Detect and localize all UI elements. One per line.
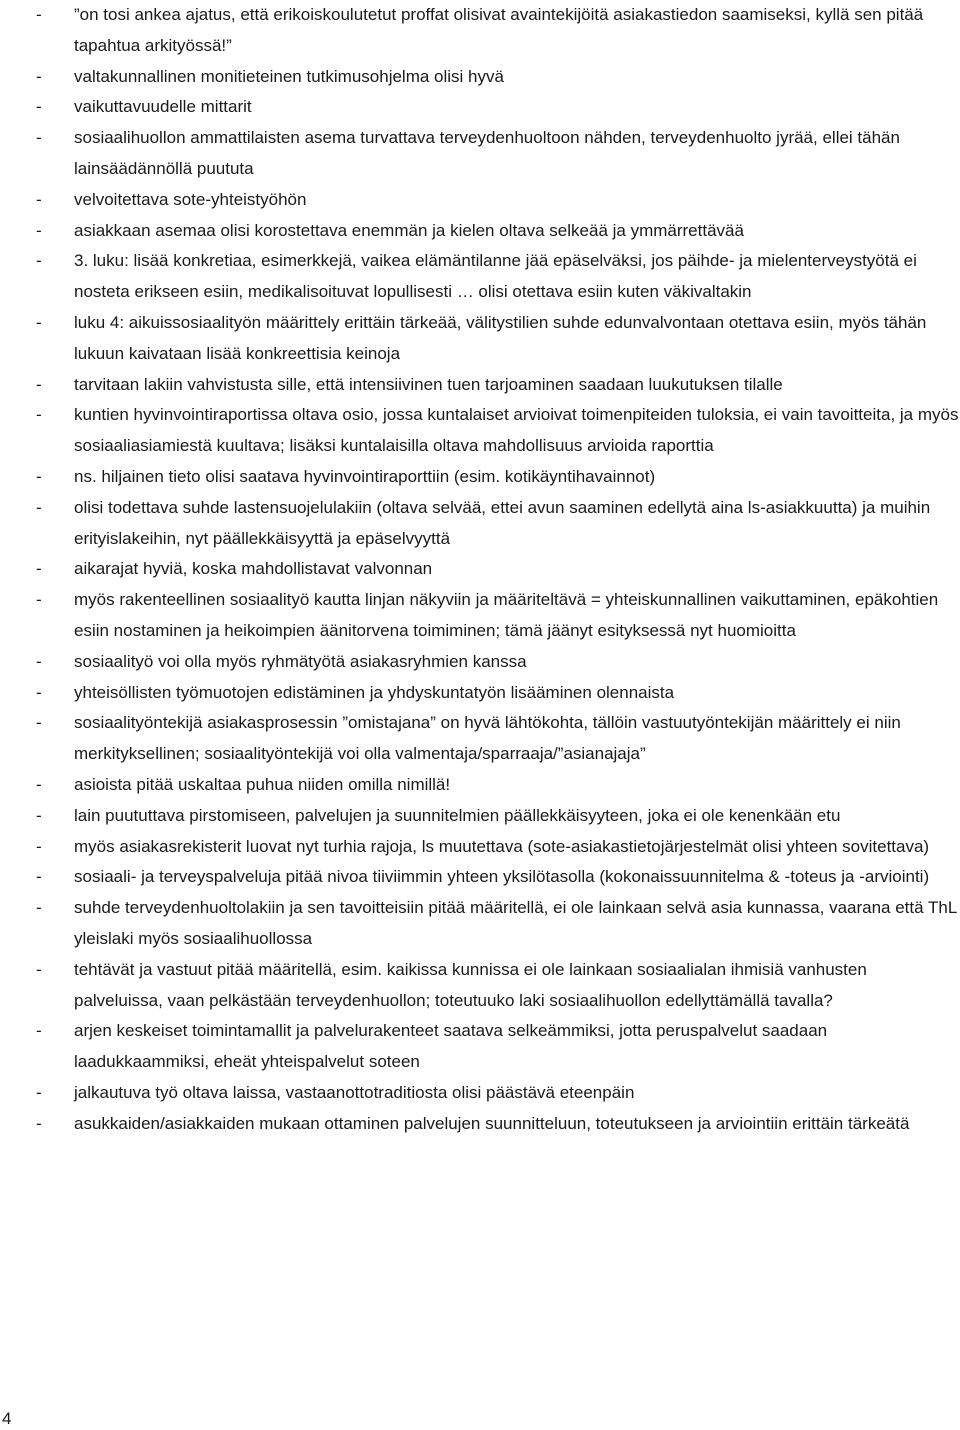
list-item (36, 308, 960, 370)
list-item (36, 862, 960, 893)
list-item (36, 493, 960, 555)
list-item (36, 678, 960, 709)
list-item (36, 62, 960, 93)
list-item (36, 400, 960, 462)
list-dash: - (36, 590, 42, 610)
list-dash: - (36, 559, 42, 579)
list-item (36, 554, 960, 585)
list-dash: - (36, 1113, 42, 1133)
list-item (36, 185, 960, 216)
list-dash: - (36, 836, 42, 856)
list-dash: - (36, 867, 42, 887)
list-item-text: kuntien hyvinvointiraportissa oltava osio, jossa kuntalaiset arvioivat toimenpiteiden tuloksia, ei vain tavoitteita, ja myös sosiaaliasiamiestä kuultava; lisäksi kuntalaisilla oltava mahdollisuus arvioida raporttia (74, 405, 959, 456)
list-item (36, 708, 960, 770)
list-item-text: lain puututtava pirstomiseen, palvelujen ja suunnitelmien päällekkäisyyteen, joka ei ole kenenkään etu (74, 805, 841, 825)
list-dash: - (36, 312, 42, 332)
list-item (36, 123, 960, 185)
list-dash: - (36, 1021, 42, 1041)
list-dash: - (36, 189, 42, 209)
list-item-text: luku 4: aikuissosiaalityön määrittely erittäin tärkeää, välitystilien suhde edunvalvontaan otettava esiin, myös tähän lukuun kaivataan lisää konkreettisia keinoja (74, 312, 927, 363)
comment-list (36, 0, 960, 1139)
list-item-text: aikarajat hyviä, koska mahdollistavat valvonnan (74, 559, 433, 579)
list-dash: - (36, 651, 42, 671)
list-item-text: asioista pitää uskaltaa puhua niiden omilla nimillä! (74, 774, 451, 794)
list-item (36, 370, 960, 401)
list-item (36, 647, 960, 678)
list-item-text: velvoitettava sote-yhteistyöhön (74, 189, 307, 209)
list-item-text: olisi todettava suhde lastensuojelulakiin (oltava selvää, ettei avun saaminen edellytä aina ls-asiakkuutta) ja muihin erityislakeihin, nyt päällekkäisyyttä ja epäselvyyttä (74, 497, 931, 548)
list-item-text: sosiaali- ja terveyspalveluja pitää nivoa tiiviimmin yhteen yksilötasolla (kokonaissuunnitelma & -toteus ja -arviointi) (74, 867, 930, 887)
list-item (36, 462, 960, 493)
list-dash: - (36, 220, 42, 240)
list-dash: - (36, 66, 42, 86)
list-dash: - (36, 466, 42, 486)
list-item (36, 246, 960, 308)
list-item-text: sosiaalityöntekijä asiakasprosessin ”omistajana” on hyvä lähtökohta, tällöin vastuutyöntekijän määrittely ei niin merkityksellinen; sosiaalityöntekijä voi olla valmentaja/sparraaja/”asianajaja” (74, 713, 901, 764)
list-item-text: myös rakenteellinen sosiaalityö kautta linjan näkyviin ja määriteltävä = yhteiskunnallinen vaikuttaminen, epäkohtien esiin nostaminen ja heikoimpien äänitorvena toimiminen; tämä jäänyt esityksessä nyt huomioitta (74, 590, 939, 640)
list-item (36, 801, 960, 832)
list-item-text: sosiaalityö voi olla myös ryhmätyötä asiakasryhmien kanssa (74, 651, 527, 671)
list-item (36, 1016, 960, 1078)
list-item (36, 893, 960, 955)
list-item (36, 1078, 960, 1109)
list-item-text: myös asiakasrekisterit luovat nyt turhia rajoja, ls muutettava (sote-asiakastietojärjestelmät olisi yhteen sovitettava) (74, 836, 930, 856)
list-item (36, 216, 960, 247)
list-dash: - (36, 405, 42, 425)
list-item (36, 92, 960, 123)
list-item (36, 1109, 960, 1140)
list-item-text: jalkautuva työ oltava laissa, vastaanottotraditiosta olisi päästävä eteenpäin (74, 1082, 635, 1102)
page-number: 4 (2, 1409, 12, 1428)
list-dash: - (36, 1082, 42, 1102)
list-item-text: vaikuttavuudelle mittarit (74, 97, 252, 117)
list-item-text: yhteisöllisten työmuotojen edistäminen ja yhdyskuntatyön lisääminen olennaista (74, 682, 675, 702)
list-item-text: sosiaalihuollon ammattilaisten asema turvattava terveydenhuoltoon nähden, terveydenhuolto jyrää, ellei tähän lainsäädännöllä puututa (74, 128, 900, 178)
list-dash: - (36, 374, 42, 394)
list-dash: - (36, 959, 42, 979)
list-item-text: tehtävät ja vastuut pitää määritellä, esim. kaikissa kunnissa ei ole lainkaan sosiaalialan ihmisiä vanhusten palveluissa, vaan pelkästään terveydenhuollon; toteutuuko laki sosiaalihuollon edellyttämällä tavalla? (74, 959, 867, 1010)
list-dash: - (36, 774, 42, 794)
list-item-text: ”on tosi ankea ajatus, että erikoiskoulutetut proffat olisivat avaintekijöitä asiakastiedon saamiseksi, kyllä sen pitää tapahtua arkityössä!” (74, 5, 924, 55)
list-dash: - (36, 898, 42, 918)
list-item-text: arjen keskeiset toimintamallit ja palvelurakenteet saatava selkeämmiksi, jotta peruspalvelut saadaan laadukkaammiksi, eheät yhteispalvelut soteen (74, 1021, 828, 1072)
list-item-text: valtakunnallinen monitieteinen tutkimusohjelma olisi hyvä (74, 66, 504, 86)
list-item-text: suhde terveydenhuoltolakiin ja sen tavoitteisiin pitää määritellä, ei ole lainkaan selvä asia kunnassa, vaarana että ThL yleislaki myös sosiaalihuollossa (74, 898, 957, 948)
list-item (36, 832, 960, 863)
list-item-text: tarvitaan lakiin vahvistusta sille, että intensiivinen tuen tarjoaminen saadaan luukutuksen tilalle (74, 374, 783, 394)
list-dash: - (36, 713, 42, 733)
list-item-text: ns. hiljainen tieto olisi saatava hyvinvointiraporttiin (esim. kotikäyntihavainnot) (74, 466, 656, 486)
list-item-text: asukkaiden/asiakkaiden mukaan ottaminen palvelujen suunnitteluun, toteutukseen ja arviointiin erittäin tärkeätä (74, 1113, 910, 1133)
list-item-text: asiakkaan asemaa olisi korostettava enemmän ja kielen oltava selkeää ja ymmärrettävää (74, 220, 744, 240)
list-dash: - (36, 251, 42, 271)
list-dash: - (36, 682, 42, 702)
list-dash: - (36, 805, 42, 825)
list-item (36, 0, 960, 62)
list-dash: - (36, 5, 42, 24)
list-item (36, 770, 960, 801)
list-dash: - (36, 97, 42, 117)
list-dash: - (36, 128, 42, 148)
list-dash: - (36, 497, 42, 517)
list-item (36, 955, 960, 1017)
list-item-text: 3. luku: lisää konkretiaa, esimerkkejä, vaikea elämäntilanne jää epäselväksi, jos päihde- ja mielenterveystyötä ei nosteta erikseen esiin, medikalisoituvat lopullisesti … olisi otettava esiin kuten väkivaltakin (74, 251, 917, 302)
list-item (36, 585, 960, 647)
